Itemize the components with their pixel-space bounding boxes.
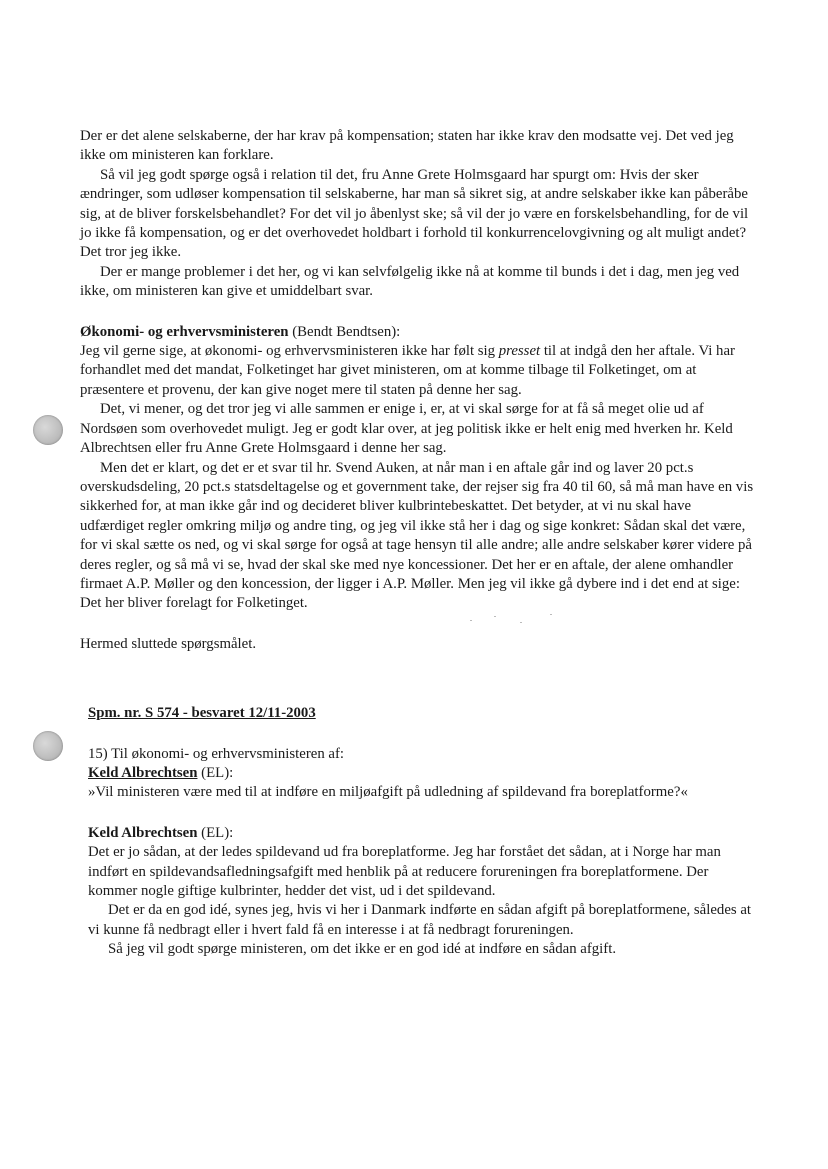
punch-hole-upper	[33, 415, 63, 445]
speaker-line	[80, 824, 756, 843]
paragraph: Der er det alene selskaberne, der har krav på kompensation; staten har ikke krav den modsatte vej. Det ved jeg ikke om ministeren kan forklare.	[80, 128, 734, 164]
question-text: »Vil ministeren være med til at indføre en miljøafgift på udledning af spildevand fra boreplatforme?«	[88, 784, 688, 801]
speaker-name: Økonomi- og erhvervsministeren	[80, 323, 289, 340]
question-heading	[80, 704, 756, 723]
asker-name: Keld Albrechtsen	[88, 764, 198, 781]
text-run: til at indgå den her aftale. Vi har forhandlet med det mandat, Folketinget har givet ministeren, om at komme tilbage til Folketinget, om at præsentere et provenu, der kan give noget mere til staten på denne her sag.	[80, 343, 735, 398]
paragraph: Det er da en god idé, synes jeg, hvis vi her i Danmark indførte en sådan afgift på boreplatformene, således at vi kunne få nedbragt eller i hvert fald få en interesse i at få nedbragt forureningen.	[88, 902, 752, 938]
question-title: Spm. nr. S 574 - besvaret 12/11-2003	[88, 705, 316, 722]
paragraph	[80, 342, 756, 400]
speaker-role: (EL):	[197, 824, 234, 841]
spacer	[80, 654, 756, 704]
spacer	[80, 803, 756, 824]
text-run: Jeg vil gerne sige, at økonomi- og erhvervsministeren ikke har følt sig	[80, 343, 499, 360]
paragraph: Det er jo sådan, at der ledes spildevand ud fra boreplatforme. Jeg har forstået det sådan, at i Norge har man indført en spildevandsafledningsafgift med henblik på at reducere forureningen fra boreplatformene. Der kommer nogle giftige kulbrinter, hedder det vist, ud i det spildevand.	[88, 844, 721, 899]
question-line: 15) Til økonomi- og erhvervsministeren af:	[88, 745, 345, 762]
document-body	[80, 127, 756, 960]
paragraph: Men det er klart, og det er et svar til hr. Svend Auken, at når man i en aftale går ind og laver 20 pct.s overskudsdeling, 20 pct.s statsdeltagelse og et government take, der rejser sig fra 40 til 60, så må man have en vis sikkerhed for, at man ikke går ind og decideret bliver kulbrintebeskattet. Det betyder, at vi nu skal have udfærdiget regler omkring miljø og andre ting, og jeg vil ikke stå her i dag og sige konkret: Sådan skal det være, for vi skal sætte os ned, og vi skal sørge for også at tage hensyn til alle andre; alle andre selskaber kører videre på deres regler, og så må vi se, hvad der skal ske med nye koncessioner. Det her er en aftale, der alene omhandler firmaet A.P. Møller og den koncession, der ligger i A.P. Møller. Men jeg vil ikke gå dybere ind i det end at sige: Det her bliver forelagt for Folketinget.	[80, 459, 754, 612]
speaker-role: (Bendt Bendtsen):	[292, 323, 401, 340]
paragraph: Så jeg vil godt spørge ministeren, om det ikke er en god idé at indføre en sådan afgift.	[108, 941, 617, 958]
speaker-name: Keld Albrechtsen	[88, 824, 198, 841]
question-asker-line	[80, 764, 756, 783]
closing-line: Hermed sluttede spørgsmålet.	[80, 635, 257, 652]
speaker-line	[80, 323, 756, 342]
paragraph: Det, vi mener, og det tror jeg vi alle sammen er enige i, er, at vi skal sørge for at få så meget olie ud af Nordsøen som overhovedet muligt. Jeg er godt klar over, at jeg politisk ikke er helt enig med hverken hr. Keld Albrechtsen eller fru Anne Grete Holmsgaard i denne her sag.	[80, 401, 733, 457]
spacer	[80, 724, 756, 745]
asker-party: (EL):	[197, 764, 234, 781]
emphasis: presset	[498, 343, 541, 360]
punch-hole-lower	[33, 731, 63, 761]
spacer	[80, 302, 756, 323]
paragraph: Så vil jeg godt spørge også i relation til det, fru Anne Grete Holmsgaard har spurgt om: Hvis der sker ændringer, som udløser kompensation til selskaberne, har man så sikret sig, at andre selskaber ikke kan påberåbe sig, at de bliver forskelsbehandlet? For det vil jo åbenlyst ske; så vil der jo være en forskelsbehandling, for de vil jo ikke få kompensation, og er det overhovedet holdbart i forhold til konkurrencelovgivning og alt muligt andet? Det tror jeg ikke.	[80, 166, 749, 261]
spacer	[80, 614, 756, 635]
paragraph: Der er mange problemer i det her, og vi kan selvfølgelig ikke nå at komme til bunds i det i dag, men jeg ved ikke, om ministeren kan give et umiddelbart svar.	[80, 263, 740, 300]
